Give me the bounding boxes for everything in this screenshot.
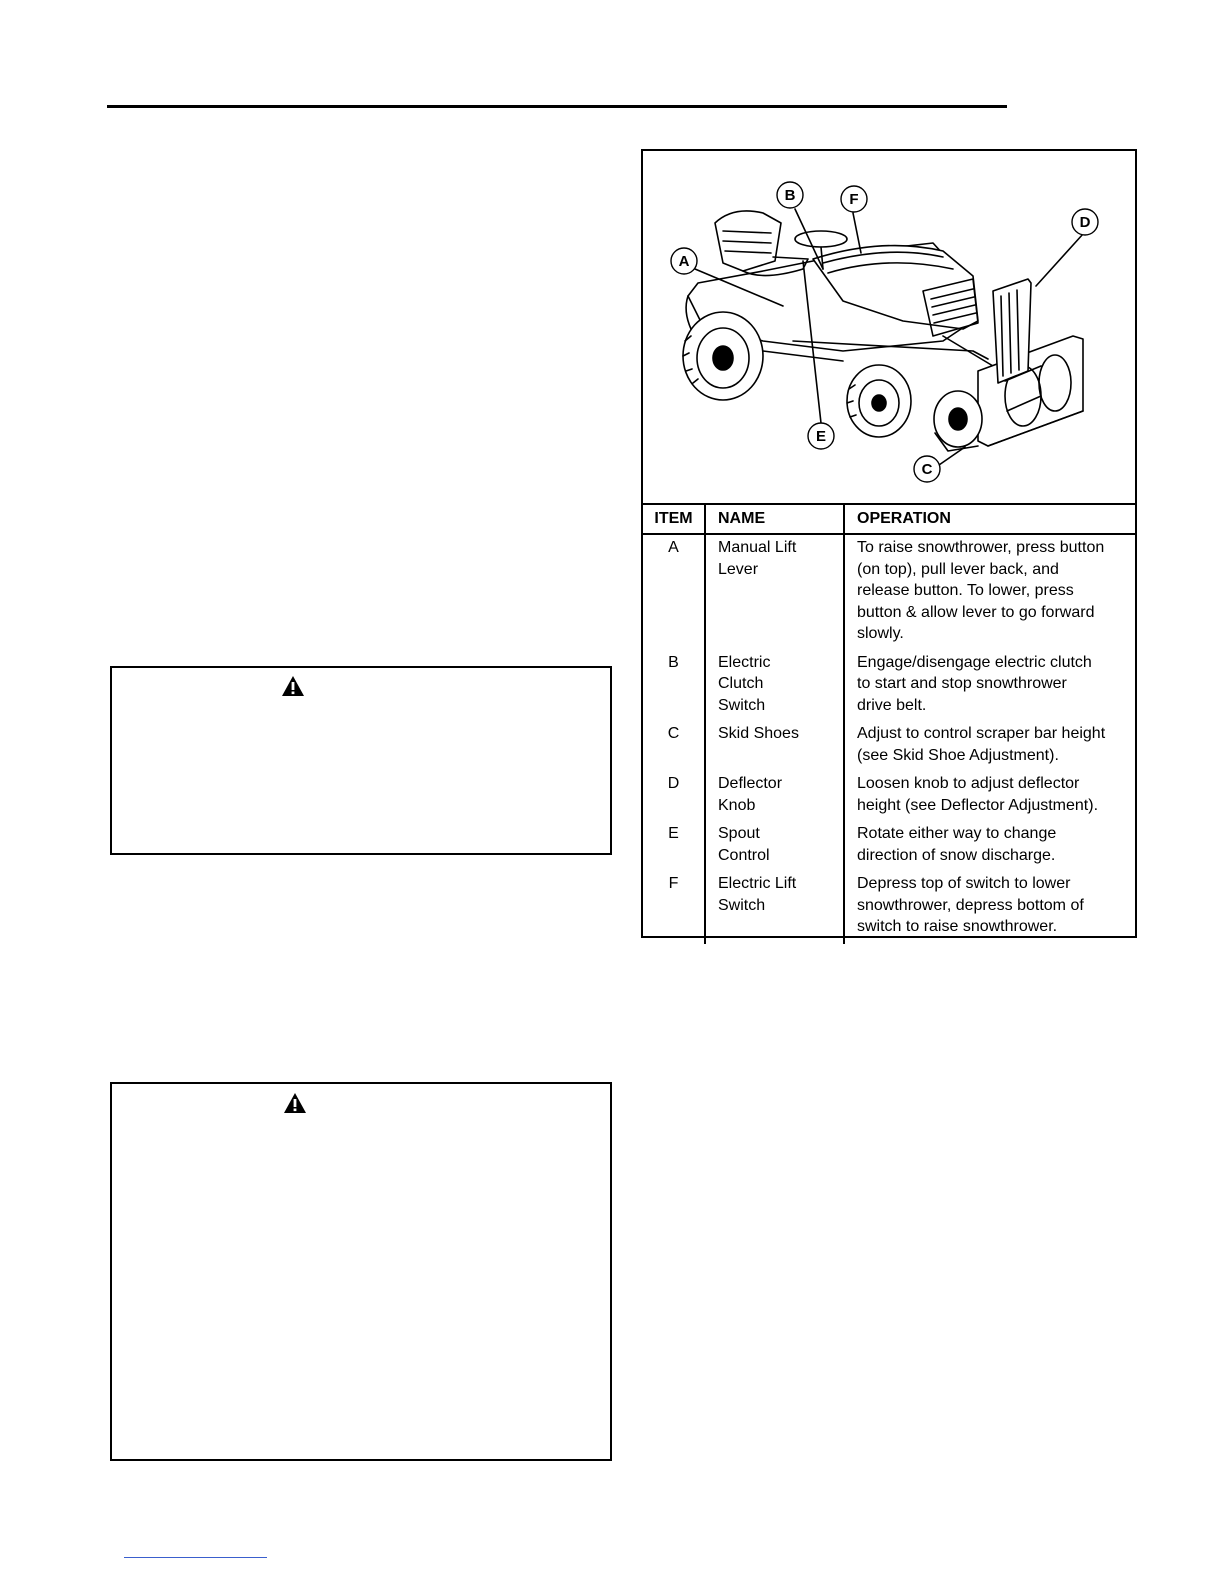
row-item: F bbox=[643, 871, 705, 944]
table-row bbox=[643, 821, 1135, 871]
table-row bbox=[643, 721, 1135, 771]
warning-box-2 bbox=[110, 1082, 612, 1461]
svg-text:E: E bbox=[815, 428, 827, 445]
warning-box-1 bbox=[110, 666, 612, 855]
row-operation: Loosen knob to adjust deflector height (see Deflector Adjustment). bbox=[857, 775, 1099, 814]
row-name: Manual Lift Lever bbox=[705, 534, 844, 650]
svg-text:C: C bbox=[921, 461, 933, 478]
svg-text:D: D bbox=[1079, 214, 1091, 231]
row-operation: To raise snowthrower, press button (on top), pull lever back, and release button. To lower, press button & allow lever to go forward slowly. bbox=[857, 539, 1105, 642]
row-operation: Rotate either way to change direction of snow discharge. bbox=[857, 825, 1057, 864]
header-operation: OPERATION bbox=[844, 504, 1135, 534]
header-rule bbox=[107, 105, 1007, 108]
row-operation: Adjust to control scraper bar height (see Skid Shoe Adjustment). bbox=[857, 725, 1106, 764]
callout-a bbox=[671, 248, 697, 274]
row-operation: Engage/disengage electric clutch to start and stop snowthrower drive belt. bbox=[857, 653, 1092, 714]
controls-table bbox=[643, 503, 1135, 944]
row-name: Spout Control bbox=[705, 821, 844, 871]
svg-text:F: F bbox=[849, 191, 859, 208]
callout-f bbox=[841, 186, 867, 212]
row-name: Electric Lift Switch bbox=[705, 871, 844, 944]
warning-triangle-icon bbox=[283, 1092, 307, 1114]
table-header-row bbox=[643, 504, 1135, 534]
warning-triangle-icon bbox=[281, 675, 305, 697]
row-item: B bbox=[643, 650, 705, 722]
callout-b bbox=[777, 182, 803, 208]
header-item: ITEM bbox=[643, 504, 705, 534]
row-operation: Depress top of switch to lower snowthrower, depress bottom of switch to raise snowthrower. bbox=[857, 875, 1084, 935]
footer-link-underline[interactable] bbox=[124, 1557, 267, 1558]
row-name: Skid Shoes bbox=[705, 721, 844, 771]
header-name: NAME bbox=[705, 504, 844, 534]
row-item: D bbox=[643, 771, 705, 821]
row-name: Deflector Knob bbox=[705, 771, 844, 821]
row-item: A bbox=[643, 534, 705, 650]
row-item: C bbox=[643, 721, 705, 771]
svg-text:B: B bbox=[784, 187, 796, 204]
row-name: Electric Clutch Switch bbox=[705, 650, 844, 722]
table-row bbox=[643, 650, 1135, 722]
callout-c bbox=[914, 456, 940, 482]
callout-e bbox=[808, 423, 834, 449]
svg-text:A: A bbox=[678, 253, 690, 270]
row-item: E bbox=[643, 821, 705, 871]
tractor-snowthrower-illustration bbox=[643, 151, 1135, 503]
table-row bbox=[643, 871, 1135, 944]
table-row bbox=[643, 771, 1135, 821]
table-row bbox=[643, 534, 1135, 650]
callout-d bbox=[1072, 209, 1098, 235]
controls-figure bbox=[641, 149, 1137, 938]
